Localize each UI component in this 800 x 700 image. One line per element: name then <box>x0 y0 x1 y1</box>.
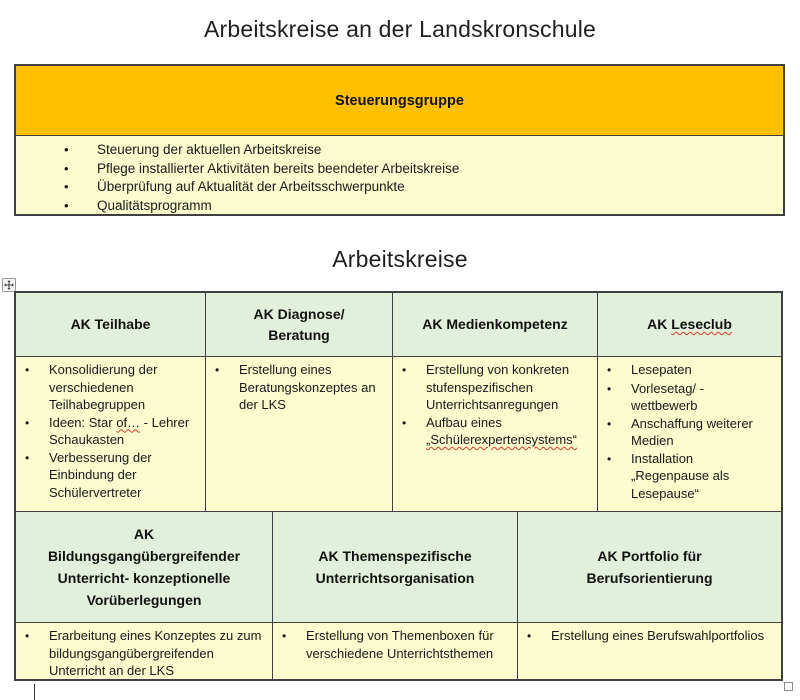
text-cursor <box>34 684 35 700</box>
text-segment: Lesepaten <box>631 362 692 377</box>
bullet-item <box>607 380 773 415</box>
ak-header-cell <box>273 512 518 623</box>
bullet-text <box>97 141 773 160</box>
bullet-item <box>64 178 773 197</box>
bullet-list <box>273 623 517 662</box>
text-segment: AK <box>133 526 155 542</box>
bullet-marker: • <box>25 450 30 465</box>
bullet-text <box>631 380 773 415</box>
bullet-text <box>49 361 197 414</box>
bullet-marker: • <box>25 629 30 643</box>
text-segment: Unterrichtsorganisation <box>315 570 475 586</box>
text-segment: Aufbau eines <box>426 414 502 430</box>
work-groups-table <box>14 291 783 681</box>
bullet-list <box>393 357 597 449</box>
text-segment: Beratung <box>268 326 330 343</box>
bullet-marker: • <box>25 415 30 430</box>
text-segment: Erstellung von Themenboxen für verschiedene Unterrichtsthemen <box>306 628 494 661</box>
bullet-item <box>25 449 197 502</box>
steering-group-title: Steuerungsgruppe <box>335 92 464 109</box>
bullet-item <box>215 361 384 414</box>
text-segment: Erstellung von konkreten stufenspezifischen Unterrichtsanregungen <box>426 362 570 412</box>
bullet-text <box>551 627 773 646</box>
bullet-marker: • <box>527 629 532 643</box>
header-line <box>58 567 231 589</box>
bullet-text <box>239 361 384 414</box>
text-segment: Installation „Regenpause als Lesepause“ <box>631 450 730 501</box>
bullet-text <box>49 414 197 449</box>
bullet-text <box>426 414 589 449</box>
bullet-item <box>64 141 773 160</box>
bullet-marker: • <box>607 451 612 466</box>
bullet-text <box>49 449 197 502</box>
bullet-item <box>607 361 773 380</box>
bullet-marker: • <box>607 363 612 377</box>
text-segment: - Lehrer Schaukasten <box>49 414 190 447</box>
text-segment: Ideen: Star <box>49 414 117 430</box>
bullet-text <box>631 415 773 450</box>
bullet-item <box>527 627 773 646</box>
bullet-marker: • <box>215 363 220 377</box>
bullet-marker: • <box>607 416 612 431</box>
bullet-list <box>16 357 205 501</box>
document-title: Arbeitskreise an der Landskronschule <box>203 16 597 42</box>
text-segment: AK Portfolio für <box>597 548 702 564</box>
steering-bullet-list <box>16 136 783 213</box>
header-line <box>647 314 732 335</box>
bullet-list <box>206 357 392 414</box>
section-title: Arbeitskreise <box>332 246 468 272</box>
misspelled-text: „Schülerexpertensystems“ <box>426 432 577 447</box>
bullet-item <box>402 414 589 449</box>
bullet-text <box>631 450 773 503</box>
text-segment: Pflege installierter Aktivitäten bereits beendeter Arbeitskreise <box>97 160 460 176</box>
bullet-marker: • <box>64 142 69 157</box>
bullet-marker: • <box>402 415 407 430</box>
ak-bullets-cell <box>518 623 781 679</box>
ak-bullets-cell <box>16 357 206 512</box>
work-groups-top-section <box>16 293 781 512</box>
text-segment: Anschaffung weiterer Medien <box>631 415 753 448</box>
bullet-item <box>25 361 197 414</box>
text-segment: Unterricht- konzeptionelle <box>57 570 231 586</box>
ak-bullets-cell <box>16 623 273 679</box>
bullet-list <box>16 623 272 679</box>
bullet-item <box>25 414 197 449</box>
bullet-item <box>402 361 589 414</box>
bullet-text <box>97 197 773 214</box>
text-segment: Steuerung der aktuellen Arbeitskreise <box>97 142 322 157</box>
bullet-text <box>306 627 509 662</box>
bullet-marker: • <box>402 363 407 377</box>
bullet-item <box>25 627 264 679</box>
steering-group-body-cell <box>16 136 783 213</box>
ak-header-cell <box>518 512 781 623</box>
text-segment: AK Teilhabe <box>70 316 151 332</box>
misspelled-text: of… <box>116 414 141 430</box>
bullet-list <box>518 623 781 646</box>
header-line <box>87 589 202 611</box>
move-icon <box>4 280 14 290</box>
header-line <box>48 545 240 567</box>
header-line <box>597 545 701 567</box>
bullet-marker: • <box>64 197 69 213</box>
bullet-item <box>607 450 773 503</box>
header-line <box>422 314 567 335</box>
text-segment: Bildungsgangübergreifender <box>47 548 241 564</box>
ak-header-cell <box>16 293 206 357</box>
header-line <box>71 314 151 335</box>
text-segment: Verbesserung der Einbindung der Schülervertreter <box>49 449 152 500</box>
bullet-item <box>64 160 773 179</box>
text-segment: Berufsorientierung <box>586 570 713 586</box>
table-move-handle[interactable] <box>2 278 16 292</box>
header-line <box>316 567 475 589</box>
text-segment: Erarbeitung eines Konzeptes zu zum bildungsgangübergreifenden Unterricht an der LKS <box>49 628 262 678</box>
header-line <box>134 523 154 545</box>
bullet-marker: • <box>607 381 612 396</box>
bullet-item <box>607 415 773 450</box>
ak-header-cell <box>16 512 273 623</box>
work-groups-bottom-section <box>16 512 781 679</box>
ak-bullets-cell <box>393 357 598 512</box>
text-segment: Vorüberlegungen <box>86 592 202 608</box>
bullet-marker: • <box>64 179 69 194</box>
text-segment: Konsolidierung der verschiedenen Teilhabegruppen <box>49 362 158 412</box>
bullet-text <box>49 627 264 679</box>
bullet-marker: • <box>282 629 287 643</box>
bullet-text <box>97 160 773 179</box>
ak-bullets-cell <box>273 623 518 679</box>
bullet-text <box>97 178 773 197</box>
text-segment: Überprüfung auf Aktualität der Arbeitsschwerpunkte <box>97 179 405 194</box>
bullet-list <box>598 357 781 502</box>
bullet-item <box>282 627 509 662</box>
steering-group-header-cell <box>16 66 783 136</box>
text-segment: AK Medienkompetenz <box>422 316 568 332</box>
bullet-item <box>64 197 773 214</box>
bullet-text <box>426 361 589 414</box>
header-line <box>586 567 712 589</box>
bullet-marker: • <box>25 363 30 377</box>
ak-bullets-cell <box>598 357 781 512</box>
text-segment: Erstellung eines Berufswahlportfolios <box>551 628 765 643</box>
bullet-marker: • <box>64 160 69 176</box>
text-segment: AK Diagnose/ <box>253 305 345 322</box>
text-segment: Erstellung eines Beratungskonzeptes an der LKS <box>239 362 376 412</box>
header-line <box>318 545 471 567</box>
bullet-text <box>631 361 773 380</box>
steering-group-table <box>14 64 785 216</box>
text-segment: Qualitätsprogramm <box>97 197 212 213</box>
text-segment: AK <box>647 316 672 332</box>
text-segment: AK Themenspezifische <box>318 548 472 564</box>
ak-header-cell <box>393 293 598 357</box>
header-line <box>253 304 344 325</box>
table-resize-handle[interactable] <box>784 682 793 691</box>
misspelled-text: Leseclub <box>671 316 732 332</box>
text-segment: Vorlesetag/ - wettbewerb <box>631 380 704 413</box>
ak-header-cell <box>206 293 393 357</box>
ak-bullets-cell <box>206 357 393 512</box>
header-line <box>268 325 329 346</box>
ak-header-cell <box>598 293 781 357</box>
